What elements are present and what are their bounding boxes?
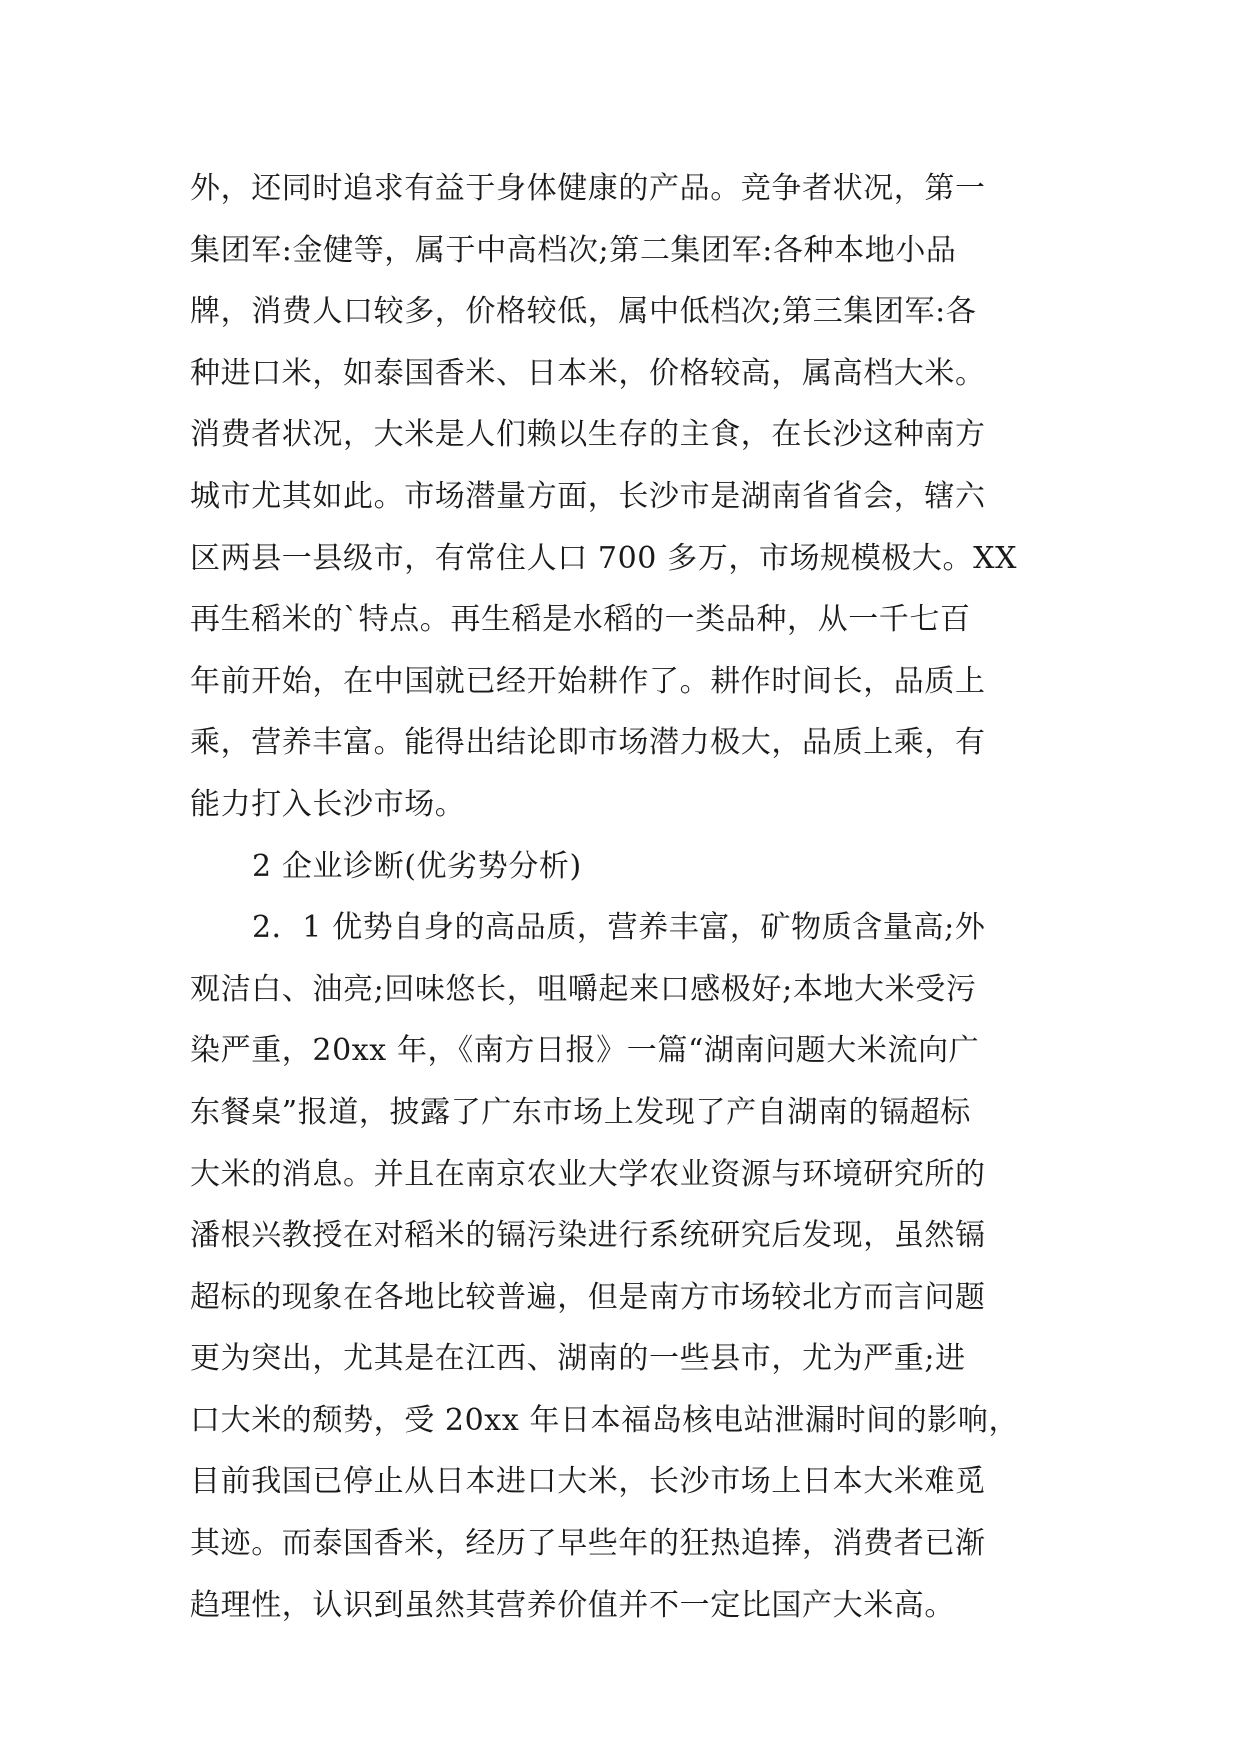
text-line: 能力打入长沙市场。 bbox=[190, 786, 466, 822]
text-line: 外，还同时追求有益于身体健康的产品。竞争者状况，第一 bbox=[190, 171, 986, 206]
text-line: 趋理性，认识到虽然其营养价值并不一定比国产大米高。 bbox=[190, 1587, 955, 1623]
text-line: 乘，营养丰富。能得出结论即市场潜力极大，品质上乘，有 bbox=[190, 725, 986, 761]
text-line: 种进口米，如泰国香米、日本米，价格较高，属高档大米。 bbox=[190, 355, 986, 391]
text-line: 消费者状况，大米是人们赖以生存的主食，在长沙这种南方 bbox=[190, 417, 986, 453]
text-line: 区两县一县级市，有常住人口 700 多万，市场规模极大。XX bbox=[190, 540, 1018, 576]
text-line: 2．1 优势自身的高品质，营养丰富，矿物质含量高;外 bbox=[252, 910, 986, 946]
text-line: 大米的消息。并且在南京农业大学农业资源与环境研究所的 bbox=[190, 1156, 986, 1192]
text-line: 口大米的颓势，受 20xx 年日本福岛核电站泄漏时间的影响， bbox=[190, 1402, 1020, 1438]
text-line: 其迹。而泰国香米，经历了早些年的狂热追捧，消费者已渐 bbox=[190, 1526, 986, 1562]
text-line: 超标的现象在各地比较普遍，但是南方市场较北方而言问题 bbox=[190, 1279, 986, 1315]
text-line: 年前开始，在中国就已经开始耕作了。耕作时间长，品质上 bbox=[190, 663, 986, 699]
text-line: 再生稻米的`特点。再生稻是水稻的一类品种，从一千七百 bbox=[190, 602, 971, 638]
text-line: 牌，消费人口较多，价格较低，属中低档次;第三集团军:各 bbox=[190, 294, 977, 330]
text-line: 目前我国已停止从日本进口大米，长沙市场上日本大米难觅 bbox=[190, 1464, 986, 1500]
text-line: 染严重，20xx 年，《南方日报》一篇“湖南问题大米流向广 bbox=[190, 1033, 980, 1069]
text-line: 集团军:金健等，属于中高档次;第二集团军:各种本地小品 bbox=[190, 232, 957, 268]
text-line: 更为突出，尤其是在江西、湖南的一些县市，尤为严重;进 bbox=[190, 1341, 966, 1377]
text-line: 东餐桌”报道，披露了广东市场上发现了产自湖南的镉超标 bbox=[190, 1094, 971, 1130]
body-text bbox=[190, 158, 1070, 1636]
text-line: 城市尤其如此。市场潜量方面，长沙市是湖南省省会，辖六 bbox=[190, 478, 986, 514]
text-line: 观洁白、油亮;回味悠长，咀嚼起来口感极好;本地大米受污 bbox=[190, 971, 977, 1007]
text-line: 2 企业诊断(优劣势分析) bbox=[252, 848, 582, 884]
text-line: 潘根兴教授在对稻米的镉污染进行系统研究后发现，虽然镉 bbox=[190, 1218, 986, 1254]
